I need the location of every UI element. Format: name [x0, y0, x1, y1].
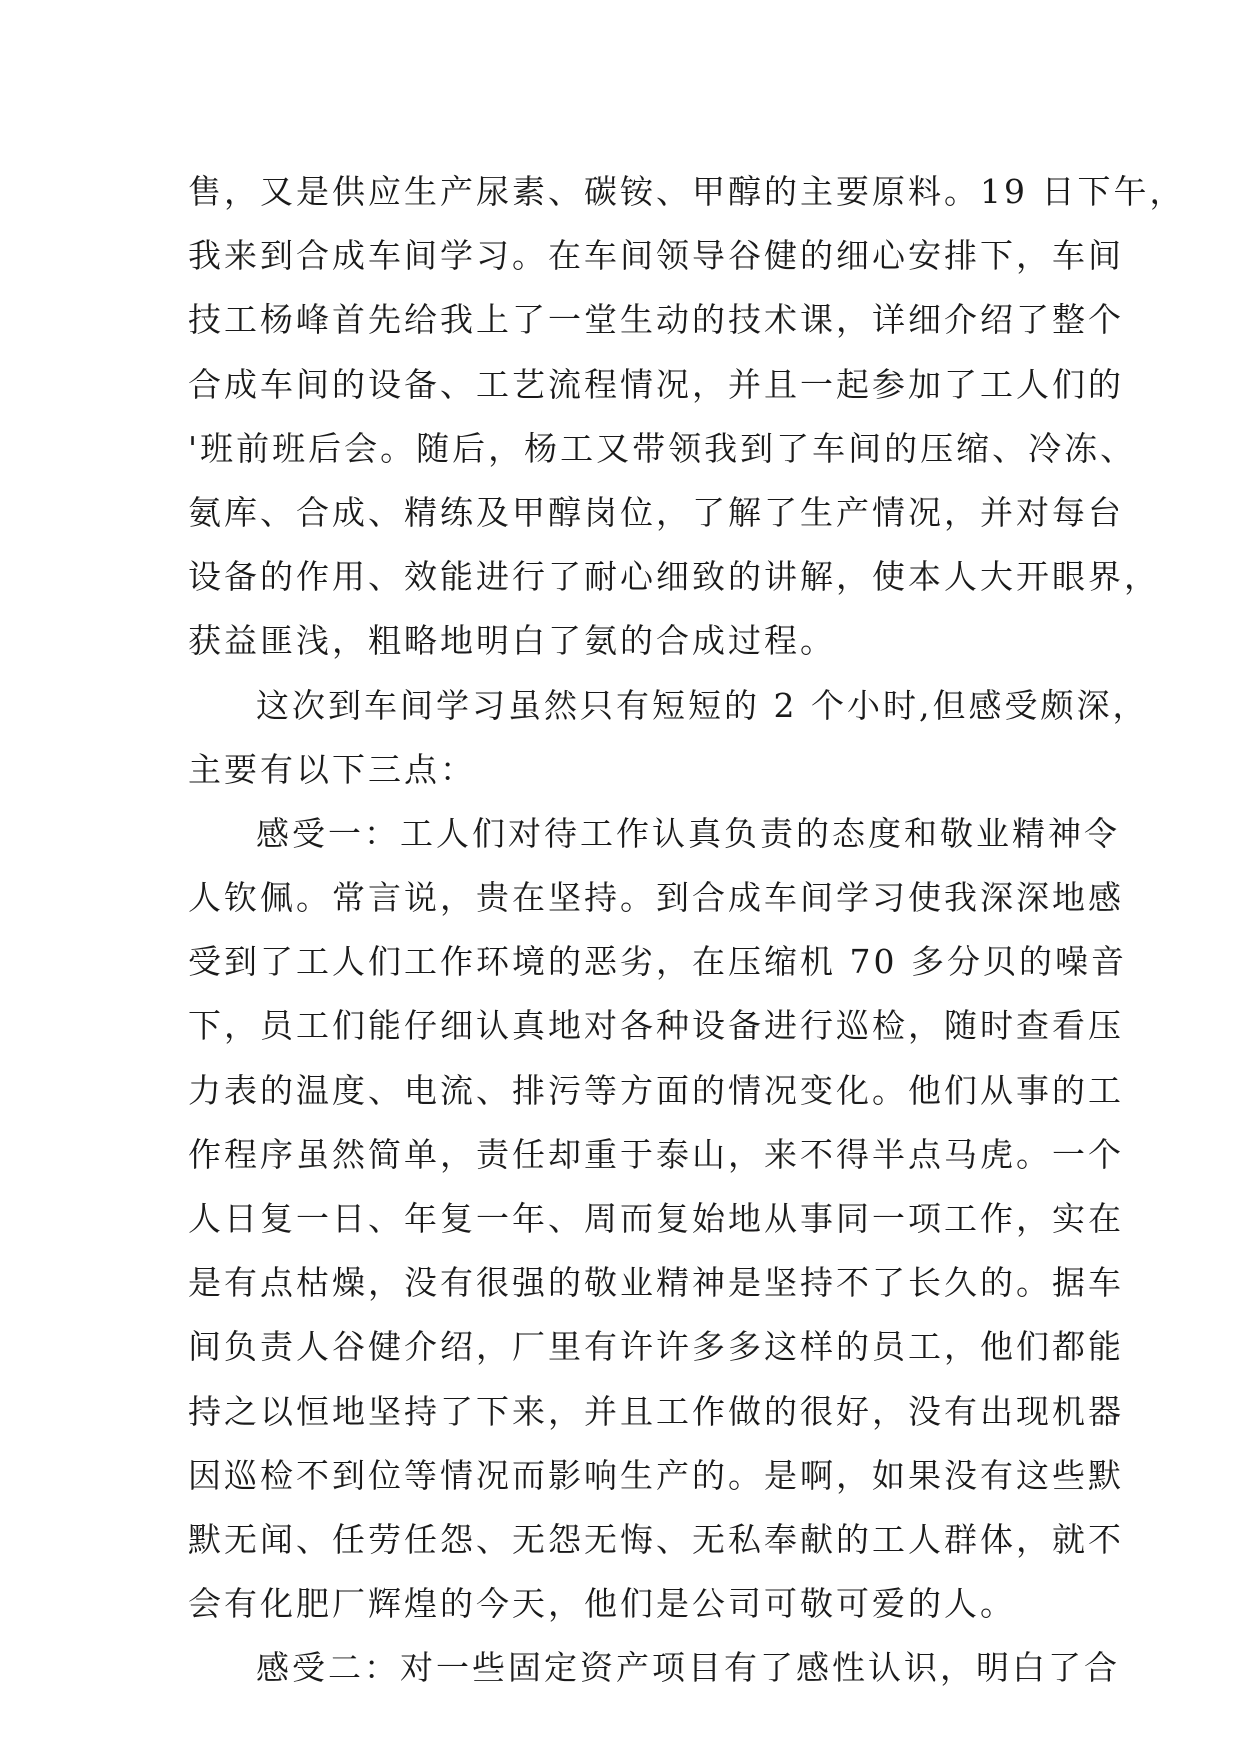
paragraph-start-line: 感受一：工人们对待工作认真负责的态度和敬业精神令 — [256, 813, 1120, 853]
text-line: 售，又是供应生产尿素、碳铵、甲醇的主要原料。19 日下午， — [188, 172, 1186, 211]
text-line: 是有点枯燥，没有很强的敬业精神是坚持不了长久的。据车 — [188, 1263, 1124, 1303]
text-line: 人日复一日、年复一年、周而复始地从事同一项工作，实在 — [188, 1199, 1124, 1238]
text-line: 会有化肥厂辉煌的今天，他们是公司可敬可爱的人。 — [188, 1584, 1016, 1624]
text-line: 设备的作用、效能进行了耐心细致的讲解，使本人大开眼界， — [188, 557, 1160, 597]
text-line: 技工杨峰首先给我上了一堂生动的技术课，详细介绍了整个 — [188, 300, 1124, 340]
text-line: 氨库、合成、精练及甲醇岗位，了解了生产情况，并对每台 — [188, 492, 1124, 532]
paragraph-start-line: 感受二：对一些固定资产项目有了感性认识，明白了合 — [256, 1648, 1120, 1688]
text-line: 因巡检不到位等情况而影响生产的。是啊，如果没有这些默 — [188, 1455, 1124, 1495]
body-text — [188, 160, 1186, 1701]
text-line: 力表的温度、电流、排污等方面的情况变化。他们从事的工 — [188, 1070, 1124, 1110]
text-line: 主要有以下三点： — [188, 749, 476, 789]
text-line: 获益匪浅，粗略地明白了氨的合成过程。 — [188, 621, 836, 661]
text-line: '班前班后会。随后，杨工又带领我到了车间的压缩、冷冻、 — [188, 428, 1137, 468]
text-line: 合成车间的设备、工艺流程情况，并且一起参加了工人们的 — [188, 364, 1124, 404]
text-line: 默无闻、任劳任怨、无怨无悔、无私奉献的工人群体，就不 — [188, 1519, 1124, 1559]
text-line: 受到了工人们工作环境的恶劣，在压缩机 70 多分贝的噪音 — [188, 942, 1127, 982]
text-line: 作程序虽然简单，责任却重于泰山，来不得半点马虎。一个 — [188, 1134, 1124, 1174]
text-line: 我来到合成车间学习。在车间领导谷健的细心安排下，车间 — [188, 236, 1124, 276]
text-line: 下，员工们能仔细认真地对各种设备进行巡检，随时查看压 — [188, 1006, 1124, 1046]
text-line: 间负责人谷健介绍，厂里有许许多多这样的员工，他们都能 — [188, 1327, 1124, 1367]
paragraph-start-line: 这次到车间学习虽然只有短短的 2 个小时,但感受颇深， — [256, 685, 1149, 725]
text-line: 持之以恒地坚持了下来，并且工作做的很好，没有出现机器 — [188, 1391, 1124, 1431]
text-line: 人钦佩。常言说，贵在坚持。到合成车间学习使我深深地感 — [188, 878, 1124, 918]
